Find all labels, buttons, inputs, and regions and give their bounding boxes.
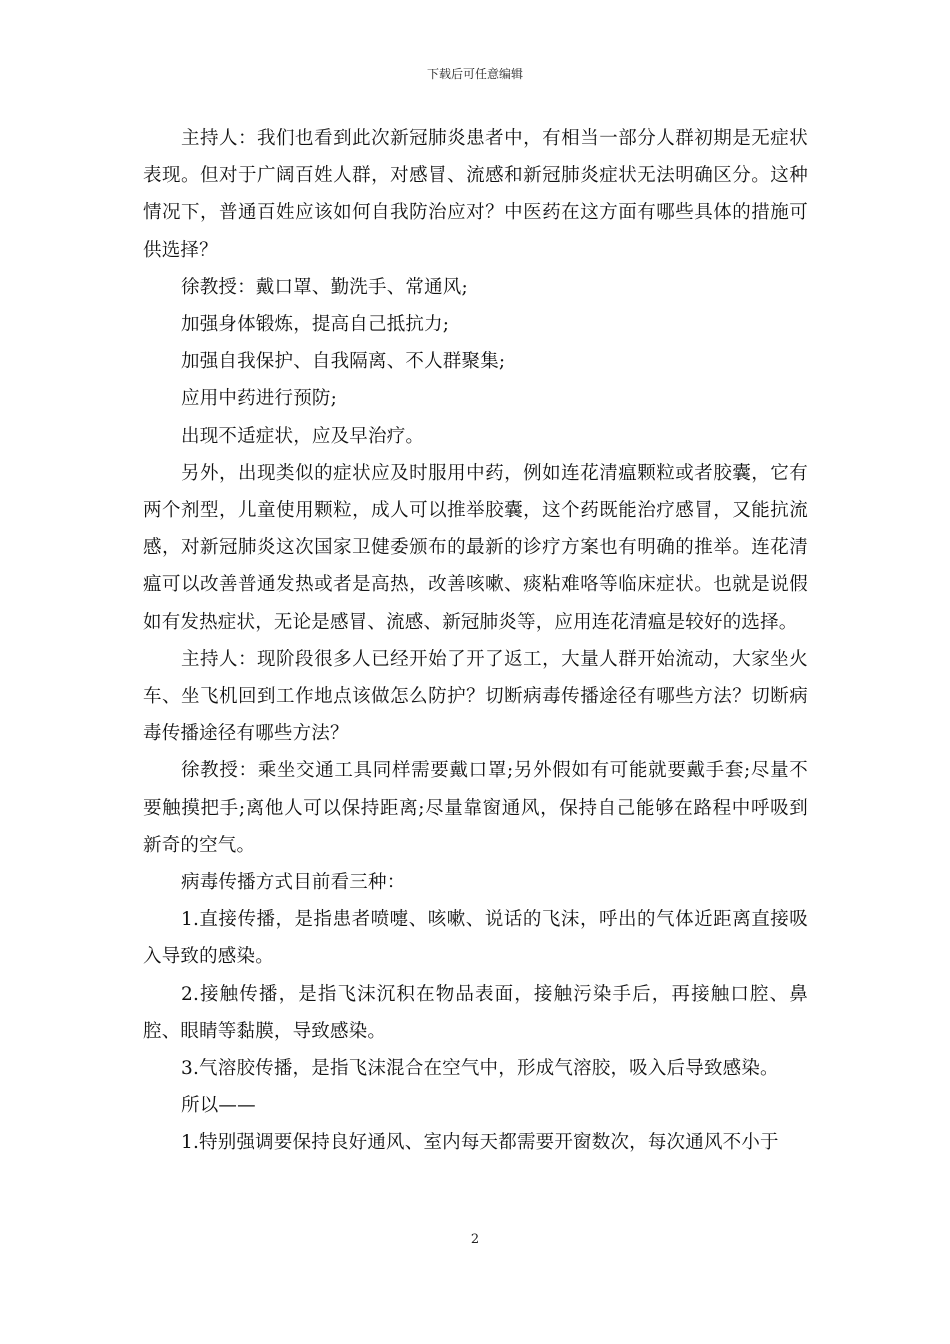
- document-body: [143, 120, 808, 1162]
- paragraph-exercise: 加强身体锻炼，提高自己抵抗力;: [181, 314, 450, 336]
- page-header: 下载后可任意编辑: [426, 67, 523, 81]
- paragraph-professor-answer-2: 徐教授：乘坐交通工具同样需要戴口罩;另外假如有可能就要戴手套;尽量不要触摸把手;离他人可以保持距离;尽量靠窗通风，保持自己能够在路程中呼吸到新奇的空气。: [143, 760, 808, 856]
- paragraph-professor-answer-1: 徐教授：戴口罩、勤洗手、常通风;: [181, 276, 468, 298]
- paragraph-ventilation: 1.特别强调要保持良好通风、室内每天都需要开窗数次，每次通风不小于: [181, 1132, 779, 1154]
- paragraph-aerosol-transmission: 3.气溶胶传播，是指飞沫混合在空气中，形成气溶胶，吸入后导致感染。: [181, 1058, 779, 1080]
- paragraph-transmission-intro: 病毒传播方式目前看三种：: [181, 872, 406, 894]
- paragraph-lianhua-qingwen: 另外，出现类似的症状应及时服用中药，例如连花清瘟颗粒或者胶囊，它有两个剂型，儿童使用颗粒，成人可以推举胶囊，这个药既能治疗感冒，又能抗流感，对新冠肺炎这次国家卫健委颁布的最新的诊疗方案也有明确的推举。连花清瘟可以改善普通发热或者是高热，改善咳嗽、痰粘难咯等临床症状。也就是说假如有发热症状，无论是感冒、流感、新冠肺炎等，应用连花清瘟是较好的选择。: [143, 462, 808, 633]
- paragraph-herbal-prevention: 应用中药进行预防;: [181, 388, 338, 410]
- paragraph-host-question-1: 主持人：我们也看到此次新冠肺炎患者中，有相当一部分人群初期是无症状表现。但对于广阔百姓人群，对感冒、流感和新冠肺炎症状无法明确区分。这种情况下，普通百姓应该如何自我防治应对？中医药在这方面有哪些具体的措施可供选择？: [143, 128, 808, 261]
- paragraph-self-protection: 加强自我保护、自我隔离、不人群聚集;: [181, 351, 506, 373]
- page-number: 2: [470, 1232, 480, 1247]
- paragraph-contact-transmission: 2.接触传播，是指飞沫沉积在物品表面，接触污染手后，再接触口腔、鼻腔、眼睛等黏膜，导致感染。: [143, 983, 808, 1042]
- paragraph-host-question-2: 主持人：现阶段很多人已经开始了开了返工，大量人群开始流动，大家坐火车、坐飞机回到工作地点该做怎么防护？切断病毒传播途径有哪些方法？切断病毒传播途径有哪些方法？: [143, 648, 808, 745]
- paragraph-direct-transmission: 1.直接传播，是指患者喷嚏、咳嗽、说话的飞沫，呼出的气体近距离直接吸入导致的感染。: [143, 909, 808, 968]
- paragraph-early-treatment: 出现不适症状，应及早治疗。: [181, 425, 425, 447]
- paragraph-therefore: 所以——: [181, 1095, 256, 1117]
